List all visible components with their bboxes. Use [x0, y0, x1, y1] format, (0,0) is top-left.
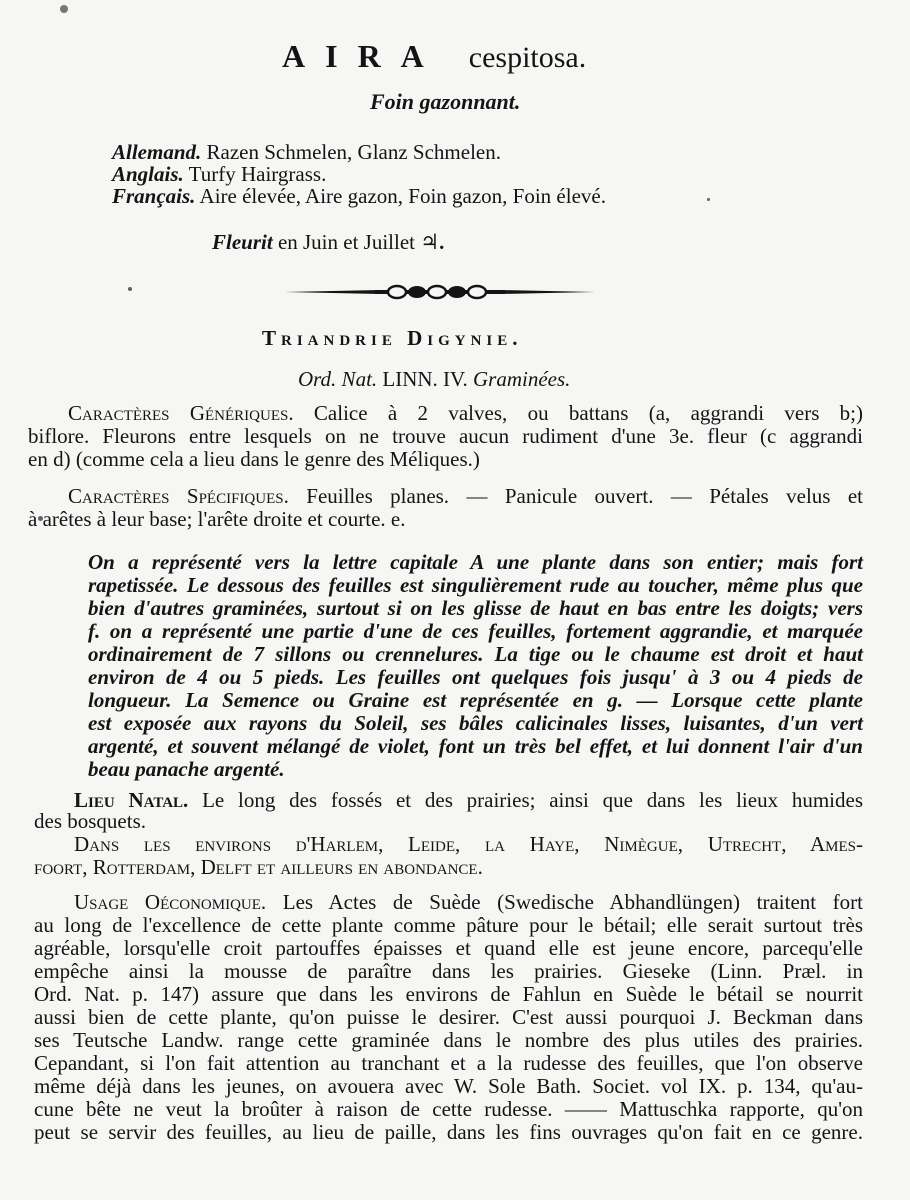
description-line: longueur. La Semence ou Graine est représentée en g. — Lorsque cette plante [88, 688, 863, 712]
ink-speck [60, 5, 68, 13]
order-family: Graminées. [473, 367, 571, 391]
description-line: ordinairement de 7 sillons ou crennelures. La tige ou le chaume est droit et haut [88, 642, 863, 666]
species-name: cespitosa. [468, 41, 587, 74]
genus-name: AIRA [282, 38, 444, 74]
name-row-french [112, 184, 606, 208]
usage-label: Usage Oéconomique. [74, 890, 267, 914]
usage-line: même déjà dans les jeunes, on avouera avec W. Sole Bath. Societ. vol IX. p. 134, qu'au- [34, 1074, 863, 1098]
lang-names: Aire élevée, Aire gazon, Foin gazon, Foin élevé. [199, 184, 606, 208]
usage-line: ses Teutsche Landw. range cette graminée dans le nombre des plus utiles des prairies. [34, 1028, 863, 1052]
usage-line: Cepandant, si l'on fait attention au tranchant et a la rudesse des feuilles, que l'on observe [34, 1051, 863, 1075]
order-prefix: Ord. Nat. [298, 367, 378, 391]
lang-names: Turfy Hairgrass. [188, 162, 327, 186]
order-linn: LINN. IV. [382, 367, 468, 391]
specific-line-1 [68, 484, 863, 508]
name-row-german [112, 140, 501, 164]
description-line: est exposée aux rayons du Soleil, ses bâles calicinales lisses, luisantes, d'un vert [88, 711, 863, 735]
generic-line-2: biflore. Fleurons entre lesquels on ne trouve aucun rudiment d'une 3e. fleur (c aggrandi [28, 424, 863, 448]
habitat-line-3: Dans les environs d'Harlem, Leide, la Haye, Nimègue, Utrecht, Ames- [74, 832, 863, 856]
usage-line-1 [74, 890, 863, 914]
generic-line-1 [68, 401, 863, 425]
common-name: Foin gazonnant. [370, 89, 521, 114]
lang-names: Razen Schmelen, Glanz Schmelen. [206, 140, 501, 164]
habitat-line-4: foort, Rotterdam, Delft et ailleurs en abondance. [34, 855, 483, 879]
flowering-label: Fleurit [212, 230, 273, 254]
usage-text: Les Actes de Suède (Swedische Abhandlüngen) traitent fort [282, 890, 864, 914]
usage-line: Ord. Nat. p. 147) assure que dans les environs de Fahlun en Suède le bétail se nourrit [34, 982, 863, 1006]
page-title [282, 38, 586, 76]
lang-label: Anglais. [112, 162, 184, 186]
name-row-english [112, 162, 326, 186]
ornamental-rule [285, 283, 595, 301]
usage-line: peut se servir des feuilles, au lieu de paille, dans les fins ouvrages qu'on fait en ce genre. [34, 1120, 863, 1144]
natural-order [298, 367, 570, 391]
habitat-text: Le long des fossés et des prairies; ainsi que dans les lieux humides [202, 788, 864, 812]
usage-line: aussi bien de cette plante, qu'on puisse le desirer. C'est aussi pourquoi J. Beckman dans [34, 1005, 863, 1029]
ink-speck [707, 198, 710, 201]
lang-label: Allemand. [112, 140, 202, 164]
description-line: beau panache argenté. [88, 757, 285, 781]
class-heading: Triandrie Digynie. [262, 326, 523, 350]
specific-line-2: à arêtes à leur base; l'arête droite et courte. e. [28, 507, 406, 531]
description-line: rapetissée. Le dessous des feuilles est singulièrement rude au toucher, même plus que [88, 573, 863, 597]
description-line: f. on a représenté une partie d'une de ces feuilles, fortement aggrandie, et marquée [88, 619, 863, 643]
usage-line: agréable, lorsqu'elle croit partouffes épaisses et quand elle est jeune encore, parcequ'elle [34, 936, 863, 960]
usage-line: empêche ainsi la mousse de paraître dans les prairies. Gieseke (Linn. Præl. in [34, 959, 863, 983]
habitat-line-1 [74, 788, 863, 812]
habitat-label: Lieu Natal. [74, 788, 189, 812]
generic-label: Caractères Génériques. [68, 401, 294, 425]
description-line: environ de 4 ou 5 pieds. Les feuilles ont quelques fois jusqu' à 3 ou 4 pieds de [88, 665, 863, 689]
description-line: bien d'autres graminées, surtout si on les glisse de haut en bas entre les doigts; vers [88, 596, 863, 620]
description-line: On a représenté vers la lettre capitale A une plante dans son entier; mais fort [88, 550, 863, 574]
flowering-text: en Juin et Juillet [277, 230, 416, 254]
ink-speck [128, 287, 132, 291]
perennial-symbol: ♃. [420, 230, 445, 254]
generic-text: Calice à 2 valves, ou battans (a, aggrandi vers b;) [313, 401, 864, 425]
usage-line: au long de l'excellence de cette plante comme pâture pour le bétail; elle serait surtout très [34, 913, 863, 937]
lang-label: Français. [112, 184, 196, 208]
usage-line: cune bête ne veut la broûter à raison de cette rudesse. —— Mattuschka rapporte, qu'on [34, 1097, 863, 1121]
specific-label: Caractères Spécifiques. [68, 484, 289, 508]
habitat-line-2: des bosquets. [34, 809, 146, 833]
specific-text: Feuilles planes. — Panicule ouvert. — Pétales velus et [306, 484, 863, 508]
flowering-line [212, 230, 444, 254]
description-line: argenté, et souvent mélangé de violet, font un très bel effet, et lui donnent l'air d'un [88, 734, 863, 758]
generic-line-3: en d) (comme cela a lieu dans le genre des Méliques.) [28, 447, 480, 471]
